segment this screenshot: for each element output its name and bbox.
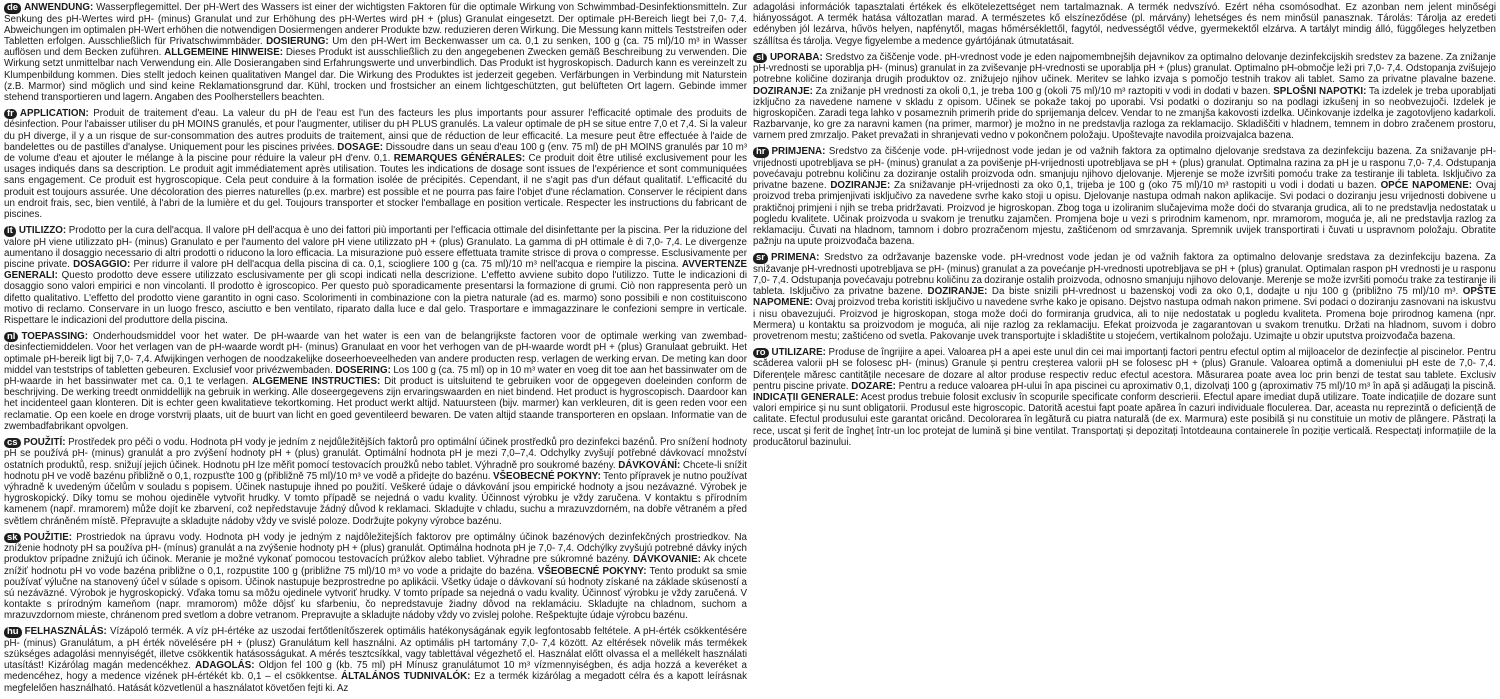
body-text: Prostriedok na úpravu vody. Hodnota pH vody je jedným z najdôležitejších faktorov pre optimálny účinok bazénových dezinfekčných prostriedkov. Na zníženie hodnoty pH sa používa pH- (mínus) granulát a na zvýšenie hodnoty pH + (plus) granulát. Optimálna hodnota pH je 7,0- 7,4. Odchýlky zvyšujú potrebné dávky iných produktov prípadne znižujú ich účinok. Meranie je možné vykonať pomocou testovacích prúžkov alebo tabliet. Výhradne pre súkromné bazény. — [4, 531, 748, 566]
language-badge: nl — [4, 332, 18, 343]
section-heading: PRIMENA: — [770, 252, 820, 264]
section-sk — [4, 532, 747, 622]
language-badge: it — [4, 226, 16, 237]
section-heading: TOEPASSING: — [21, 330, 89, 342]
keyword-label: DOZARE: — [851, 380, 896, 392]
keyword-label: ALGEMENE INSTRUCTIES: — [252, 376, 381, 388]
language-badge: cs — [4, 438, 21, 449]
keyword-label: SPLOŠNI NAPOTKI: — [1273, 85, 1367, 97]
section-heading: PRIMJENA: — [771, 146, 826, 158]
section-nl — [4, 331, 747, 432]
keyword-label: ALLGEMEINE HINWEISE: — [164, 47, 283, 59]
language-badge: sl — [753, 53, 767, 64]
keyword-label: INDICAȚII GENERALE: — [753, 392, 859, 404]
body-text: Sredstvo za čiščenje vode. pH-vrednost vode je eden najpomembnejših dejavnikov za optimalno delovanje dezinfekcijskih sredstev za bazene. Za znižanje pH-vrednosti se uporablja pH- (minus) granulat in za zviševanje pH-vrednosti se uporablja pH + (plus) granulat. Optimalno pH-območje leži pri 7,0- 7,4. Odstopanja zvišujejo potrebne količine doziranja drugih produktov oz. znižujejo njihov učinek. Meritev se lahko izvaja s pomočjo testnih trakov ali tablet. Samo za privatne plavalne bazene. — [753, 51, 1497, 86]
body-text: Za znižanje pH vrednosti za okoli 0,1, je treba 100 g (okoli 75 ml)/10 m³ raztopiti v vodi in dodati v bazen. — [812, 85, 1274, 97]
body-text: Za snižavanje pH-vrijednosti za oko 0,1, trijeba je 100 g (oko 75 ml)/10 m³ rastopiti u vodi i dodati u bazen. — [890, 180, 1381, 192]
body-text: Los 100 g (ca. 75 ml) op in 10 m³ water en voeg dit toe aan het bassinwater om de pH-waarde in het bassinwater met ca. 0,1 te verlagen. — [4, 364, 747, 388]
keyword-label: ADAGOLÁS: — [195, 660, 255, 672]
keyword-label: ÁLTALÁNOS TUDNIVALÓK: — [341, 671, 471, 683]
keyword-label: VŠEOBECNÉ POKYNY: — [492, 470, 601, 482]
section-heading: UTILIZARE: — [771, 346, 826, 358]
keyword-label: REMARQUES GÉNÉRALES: — [393, 153, 526, 165]
keyword-label: DOZIRANJE: — [753, 85, 813, 97]
language-badge: hr — [753, 147, 769, 158]
language-badge: hu — [4, 627, 22, 638]
keyword-label: AVVERTENZE GENERALI: — [4, 258, 747, 282]
body-text: Questo prodotto deve essere utilizzato esclusivamente per gli scopi indicati nella descrizione. L'effetto avviene subito dopo l'utilizzo. Tutte le indicazioni di dosaggio sono valori empirici e non vincolanti. Il prodotto è igroscopico. Per questo può sporadicamente presentarsi la formazione di grumi. Ciò non rappresenta però un difetto qualitativo. L'effetto del prodotto viene garantito in ogni caso. Scolorimenti in combinazione con la pietra naturale (ad es. marmo) sono possibili e non costituiscono motivo di reclamo. Conservare in un luogo fresco, asciutto e ben ventilato, riparato dalla luce e dal gelo. Trasportare e immagazzinare le confezioni sempre in verticale. Rispettare le indicazioni del produttore della piscina. — [4, 270, 747, 326]
body-text: Ez a termék kizárólag a megadott célra és a kapott leírásnak megfelelően használható. Hatását közvetlenül a használatot követően fejti ki. Az — [4, 671, 747, 694]
body-text: Dieses Produkt ist ausschließlich zu den angegebenen Zwecken gemäß Beschreibung zu verwenden. Die Wirkung setzt unmittelbar nach Verwendung ein. Alle Dosierangaben sind Erfahrungswerte und unverbindlich. Das Produkt ist hygroskopisch. Dadurch kann es vereinzelt zu Klumpenbildung kommen. Dies stellt jedoch keinen qualitativen Mangel dar. Die Wirkung des Produktes ist jederzeit gegeben. Verfärbungen in Verbindung mit Naturstein (z.B. Marmor) sind möglich und sind keine Reklamationsgrund dar. Kühl, trocken und frostsicher an einem lichtgeschützten, gut belüfteten Ort lagern. Gebinde immer stehend transportieren und lagern. Angaben des Poolherstellers beachten. — [4, 47, 747, 103]
keyword-label: DOSIERUNG: — [266, 35, 329, 47]
keyword-label: DOSERING: — [335, 364, 391, 376]
body-text: Ak chcete znížiť hodnotu pH vo vode bazéna približne o 0,1, rozpustite 100 g (približne 75 ml)/10 m³ vo vode a pridajte do bazéna. — [4, 554, 747, 577]
body-text: Vízápoló termék. A víz pH-értéke az uszodai fertőtlenítőszerek optimális hatékonyságának egyik legfontosabb feltétele. A pH-érték csökkentésére pH- (minus) Granulátum, a pH érték növelésére pH + (plusz) Granulátum kell használni. Az optimális pH tartomány 7,0- 7,4 között. Az eltérések növelik más termékek szükséges adagolási mennyiségét, illetve csökkentik hatásosságukat. A mérés tesztcsíkkal, vagy tablettával végezhető el. Használat előtt olvassa el a mellékelt használati utasítást! Kizárólag magán medencékhez. — [4, 626, 747, 672]
keyword-label: OPĆE NAPOMENE: — [1380, 180, 1473, 192]
keyword-label: DOSAGE: — [337, 141, 384, 153]
body-text: Da biste snizili pH-vrednost u bazenskoj vodi za oko 0,1, dodajte u nju 100 g (približno 75 ml)/10 m³. — [987, 286, 1463, 298]
body-text: Pentru a reduce valoarea pH-ului în apa piscinei cu aproximativ 0,1, dizolvați 100 g (aproximativ 75 ml)/10 m³ în apă și adăugați la piscină. — [895, 380, 1496, 392]
keyword-label: DOSAGGIO: — [73, 258, 131, 270]
section-de — [4, 2, 747, 103]
body-text: Produit de traitement d'eau. La valeur du pH de l'eau est l'un des facteurs les plus importants pour assurer l'efficacité optimale des produits de désinfection. Pour l'abaisser utiliser du pH MOINS granulés, et pour l'augmenter, utiliser du pH PLUS granulés. La valeur optimale de pH se situe entre 7,0 et 7,4. Si la valeur du pH diverge, il y a un risque de sur-consommation des autres produits de traitement, ainsi que de réduction de leur efficacité. La mesure peut être effectuée à l'aide de bandelettes ou de pastilles d'analyse. Uniquement pour les piscines privées. — [4, 107, 747, 153]
section-it — [4, 225, 747, 326]
keyword-label: OPŠTE NAPOMENE: — [753, 286, 1496, 309]
body-text: Acest produs trebuie folosit exclusiv în scopurile specificate conform descrierii. Efectul apare imediat după utilizare. Toate indicațiile de dozare sunt valori empirice și nu sunt obligatorii. Produsul este higroscopic. Datorită acestui fapt poate apărea în cazuri individuale floculerea. Dar, aceasta nu reprezintă o deficiență de calitate. Efectul produsului este garantat oricând. Decolorarea în legătură cu piatra naturală (de ex. Marmura) este posibilă și nu constituie un motiv de plângere. Păstrați la rece, uscat și ferit de îngheț într-un loc protejat de lumină și bine ventilat. Transportați și depozitați întotdeauna containerele în poziție verticală. Respectați informațiile de la producătorul bazinului. — [753, 392, 1496, 448]
body-text: Oldjon fel 100 g (kb. 75 ml) pH Mínusz granulátumot 10 m³ vízmennyiségben, és adja hozzá a keveréket a medencéhez, hogy a medence vizének pH-értékét kb. 0,1 – el csökkentse. — [4, 660, 747, 683]
section-heading: POUŽITIE: — [23, 531, 73, 543]
body-text: Ovaj proizvod treba primjenjivati isključivo za navedene svrhe kako stoji u opisu. Djelovanje nastupa odmah nakon aplikacije. Svi podaci o doziranju jesu vrijednosti dobivene u praktičnoj primjeni i njih se treba pridržavati. Proizvod je higroskopan. Zbog toga u izoliranim slučajevima može doći do stvaranja grudica, ali to ne predstavlja nedostatak u pogledu kvalitete. Učinak proizvoda u svakom je trenutku zajamčen. Promjena boje u vezi s prirodnim kamenom, npr. mramorom, moguća je, ali ne predstavlja razlog za reklamaciju. Čuvati na hladnom, tamnom i dobro prozračenom mjestu, zaštićenom od smrzavanja. Spremnik uvijek transportirati i čuvati u uspravnom položaju. Obratite pažnju na upute proizvođača bazena. — [753, 180, 1496, 248]
body-text: Ovaj proizvod treba koristiti isključivo u navedene svrhe kako je opisano. Dejstvo nastupa odmah nakon primene. Svi podaci o doziranju zasnovani na iskustvu i nisu obavezujući. Proizvod je higroskopan, stoga može doći do formiranja grudvica, ali to nije nedostatak u pogledu kvaliteta. Promena boje prirodnog kamena (npr. Mermera) u kontaktu sa proizvodom je moguća, ali nije razlog za reklamaciju. Efekat proizvoda je zagarantovan u svakom trenutku. Držati na hladnom, suvom i dobro provetrenom mestu; zaštićeno od svetla. Pakovanje uvek transportujte i skladištite u stojećem, vertikalnom položaju. Uzimajte u obzir uputstva proizvođača bazena. — [753, 297, 1496, 342]
section-heading: FELHASZNÁLÁS: — [24, 626, 107, 638]
body-text: Tento produkt sa smie používať výlučne na stanovený účel v súlade s opisom. Účinok nastupuje bezprostredne po aplikácii. Všetky údaje o dávkovaní sú hodnoty získané na základe skúseností a sú nezáväzné. Výrobok je hygroskopický. Vďaka tomu sa môžu ojedinele vytvoriť hrudky. V tomto prípade sa nejedná o vadu kvality. Účinnosť výrobku je vždy zaručená. V kontakte s prírodným kameňom (napr. mramorom) môže dôjsť ku sfarbeniu, čo nepredstavuje žiadny dôvod na reklamáciu. Skladujte na chladnom, suchom a mrazuvzdornom mieste, chránenom pred svetlom a dobre vetranom. Prepravujte a skladujte nádoby vždy vo zvislej polohe. Rešpektujte údaje výrobcu bazénu. — [4, 565, 747, 622]
language-badge: ro — [753, 348, 769, 359]
body-text: adagolási információk tapasztalati értékek és elkötelezettséget nem tartalmaznak. A termék nedvszívó. Ezért néha csomósodhat. Ez azonban nem jelent minőségi hiányosságot. A termék hatása változatlan marad. A természetes kő elszíneződése (pl. márvány) lehetséges és nem minősül panasznak. Tárolás: Tárolja az eredeti edényben jól lezárva, hűvös helyen, napfénytől, magas hőmérséklettől, fagytól, nedvességtől védve, gyermekektől elzárva. A tartályt mindig álló, függőleges helyzetben szállítsa és tárolja. Vegye figyelembe a medence gyártójának útmutatásait. — [753, 2, 1496, 47]
section-sr — [753, 252, 1496, 342]
body-text: Um den pH-Wert im Beckenwasser um ca. 0,1 zu senken, 100 g (ca. 75 ml)/10 m³ in Wasser auflösen und dem Becken zuführen. — [4, 35, 747, 59]
language-badge: fr — [4, 109, 17, 120]
body-text: Sredstvo za održavanje bazenske vode. pH-vrednost vode jedan je od važnih faktora za optimalno delovanje sredstava za dezinfekciju bazena. Za snižavanje pH-vrednosti upotrebljava se pH- (minus) granulat a za povećanje pH-vrednosti upotrebljava se pH + (plus) granulat. Optimalan raspon pH vrednosti je u rasponu 7,0- 7,4. Odstupanja povećavaju potrebnu količinu za doziranje ostalih proizvoda, odnosno smanjuju njihovo delovanje. Merenje se može izvršiti pomoću trake za testiranje ili tableta. Isključivo za privatne bazene. — [753, 252, 1496, 298]
language-badge: de — [4, 3, 21, 14]
section-heading: POUŽITÍ: — [23, 436, 66, 448]
body-text: Chcete-li snížit hodnotu pH ve vodě bazénu přibližně o 0,1, rozpusťte 100 g (přibližně 75 ml)/10 m³ ve vodě a přidejte do bazénu. — [4, 459, 747, 482]
section-fr — [4, 108, 747, 220]
section-ro — [753, 347, 1496, 448]
body-text: Onderhoudsmiddel voor het water. De pH-waarde van het water is een van de belangrijkste factoren voor de optimale werking van zwembad-desinfectiemiddelen. Voor het verlagen van de pH-waarde wordt pH- (minus) Granulaat en voor het verhogen van de pH-waarde wordt pH + (plus) Granulaat gebruikt. Het optimale pH-bereik ligt bij 7,0- 7,4. Afwijkingen verhogen de noodzakelijke doseerhoeveelheden van andere producten resp. verlagen de werking ervan. De meting kan door middel van teststrips of tabletten gebeuren. Exclusief voor privézwembaden. — [4, 330, 747, 376]
section-hr — [753, 146, 1496, 247]
keyword-label: DOZIRANJE: — [830, 180, 891, 192]
body-text: Tento přípravek je nutno používat výhradně k uvedeným účelům v souladu s popisem. Účinek nastupuje ihned po použití. Veškeré údaje o dávkování jsou empirické hodnoty a jsou nezávazné. Výrobek je hygroskopický. Díky tomu se mohou ojediněle vytvořit hrudky. V tomto případě se nejedná o vadu kvality. Účinnost výrobku je vždy zaručena. V kontaktu s přírodním kamenem (např. mramorem) může dojít ke zbarvení, což nepředstavuje žádný důvod k reklamaci. Skladujte v chladu, suchu a mrazuvzdorném, na dobře větraném a před světlem chráněném místě. Přepravujte a skladujte nádoby vždy ve svislé poloze. Dodržujte pokyny výrobce bazénu. — [4, 470, 748, 527]
section-heading: UPORABA: — [769, 51, 823, 63]
body-text: Dit product is uitsluitend te gebruiken voor de opgegeven doeleinden conform de beschrijving. De werking treedt onmiddellijk na gebruik in werking. Alle doseergegevens zijn ervaringswaarden en niet bindend. Het product is hygroscopisch. Daardoor kan het incidenteel gaan klonteren. Dit is echter geen kwalitatieve tekortkoming. Het product werkt altijd. Natuursteen (bijv. marmer) kan verkleuren, dit is geen reden voor een reclamatie. Op een koele en droge vorstvrij plaats, uit de buurt van licht en goed geventileerd bewaren. De vaten altijd staande transporteren en opslaan. Informatie van de zwembadfabrikant opvolgen. — [4, 376, 747, 432]
keyword-label: DÁVKOVANIE: — [633, 554, 701, 566]
section-cs — [4, 437, 747, 527]
right-text-column — [753, 2, 1496, 453]
body-text: Wasserpflegemittel. Der pH-Wert des Wassers ist einer der wichtigsten Faktoren für die optimale Wirkung von Schwimmbad-Desinfektionsmitteln. Zur Senkung des pH-Wertes wird pH- (minus) Granulat und zur Erhöhung des pH-Wertes wird pH + (plus) Granulat eingesetzt. Der optimale pH-Bereich liegt bei 7,0- 7,4. Abweichungen im optimalen pH-Wert erhöhen die notwendigen Dosiermengen anderer Produkte bzw. reduzieren deren Wirkung. Die Messung kann mittels Teststreifen oder Tabletten erfolgen. Ausschließlich für Privatschwimmbäder. — [4, 2, 747, 47]
section-sl — [753, 52, 1496, 142]
body-text: Ce produit doit être utilisé exclusivement pour les usages indiqués dans sa description. Le produit agit immédiatement après utilisation. Toutes les indications de dosage sont issues de l'expérience et sont communiquées sans engagement. Ce produit est hygroscopique. Cela peut conduire à la formation isolée de précipités. Cependant, il ne s'agit pas d'un défaut qualitatif. L'efficacité du produit est toujours assurée. Une décoloration des pierres naturelles (p.ex. marbre) est possible et ne pourra pas faire l'objet d'une réclamation. Conserver le récipient dans un endroit frais, sec, bien ventilé, à l'abri de la lumière et du gel. Toujours transporter et stocker l'emballage en position verticale. Respecter les instructions du fabricant de piscines. — [4, 153, 747, 221]
section-heading: UTILIZZO: — [18, 225, 67, 237]
section-continued — [753, 2, 1496, 47]
keyword-label: DOZIRANJE: — [927, 286, 988, 298]
body-text: Per ridurre il valore pH dell'acqua della piscina di ca. 0,1, sciogliere 100 g (ca. 75 ml)/10 m³ nell'acqua e riempire la piscina. — [130, 258, 682, 270]
body-text: Prodotto per la cura dell'acqua. Il valore pH dell'acqua è uno dei fattori più importanti per l'efficacia ottimale del disinfettante per la piscina. Per la riduzione del valore pH viene utilizzato pH- (minus) Granulato e per l'aumento del valore pH viene utilizzato pH + (plus) Granulato. La gamma di pH ottimale è di 7,0- 7,4. Le divergenze aumentano il dosaggio necessario di altri prodotti o riducono la loro efficacia. La misurazione può essere effettuata tramite strisce di prova o compresse. Esclusivamente per piscine private. — [4, 225, 747, 270]
section-heading: APPLICATION: — [19, 107, 89, 119]
body-text: Dissoudre dans un seau d'eau 100 g (env. 75 ml) de pH MOINS granulés par 10 m³ de volume d'eau et ajouter le mélange à la piscine pour réduire la valeur pH d'env. 0,1. — [4, 141, 747, 165]
language-badge: sk — [4, 533, 21, 544]
keyword-label: DÁVKOVÁNÍ: — [618, 459, 681, 471]
body-text: Produse de îngrijire a apei. Valoarea pH a apei este unul din cei mai importanți factori pentru efectul optim al mijloacelor de dezinfecție al piscinelor. Pentru scăderea valorii pH se folosesc pH- (minus) Granule și pentru creșterea valorii pH se folosesc pH + (plus) Granule. Valoarea optimă a domeniului pH este de 7,0- 7,4. Diferențele măresc cantitățile necesare de dozare al altor produse respectiv reduc efectul acestora. Măsurarea poate avea loc prin benzi de testat sau tablete. Exclusiv pentru piscine private. — [753, 346, 1497, 392]
section-hu — [4, 626, 747, 694]
language-badge: sr — [753, 253, 768, 264]
section-heading: ANWENDUNG: — [24, 2, 94, 13]
body-text: Prostředek pro péči o vodu. Hodnota pH vody je jedním z nejdůležitějších faktorů pro optimální účinek prostředků pro dezinfekci bazénů. Pro snížení hodnoty pH se používá pH- (minus) granulát a pro zvýšení hodnoty pH + (plus) granulát. Optimální hodnota pH je mezi 7,0–7,4. Odchylky zvyšují potřebné dávkovací množství ostatních produktů, resp. snižují jejich účinek. Hodnotu pH lze měřit pomocí testovacích proužků nebo tablet. Výhradně pro soukromé bazény. — [4, 436, 747, 471]
body-text: Sredstvo za čišćenje vode. pH-vrijednost vode jedan je od važnih faktora za optimalno djelovanje sredstava za dezinfekciju bazena. Za snižavanje pH-vrijednosti upotrebljava se pH- (minus) granulat a za povišenje pH-vrijednosti upotrebljava se pH + (plus) granulat. Optimalna razina za pH je u rasponu 7,0- 7,4. Odstupanja povećavaju potrebnu količinu za doziranje ostalih proizvoda odn. smanjuju njihovo djelovanje. Mjerenje se može izvršiti pomoću trake za testiranje ili tableta. Isključivo za privatne bazene. — [753, 146, 1497, 192]
left-text-column — [4, 2, 747, 699]
body-text: Ta izdelek je treba uporabljati izključno za navedene namene v skladu z opisom. Učinek se pokaže takoj po uporabi. Vsi podatki o doziranju so na podlagi izkušenj in so neobvezujoči. Izdelek je higroskopičen. Zaradi tega lahko v posameznih primerih pride do sprijemanja delcev. Vendar to ne zmanjša kakovosti izdelka. Učinkovanje izdelka je zagotovljeno kadarkoli. Razbarvanje, ko gre za naravni kamen (na primer, marmor) je možno in ne predstavlja razloga za reklamacijo. Skladiščiti v hladnem, temnem in dobro zračenem prostoru, varnem pred zmrzaljo. Paket prevažati in shranjevati vedno v pokončnem položaju. Upoštevajte navodila proizvajalca bazena. — [753, 85, 1496, 142]
keyword-label: VŠEOBECNÉ POKYNY: — [537, 565, 647, 577]
